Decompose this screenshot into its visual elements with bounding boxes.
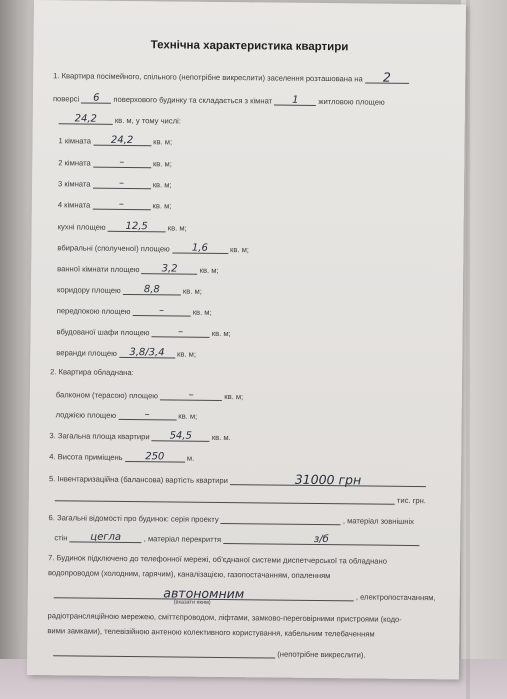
line-1: 1. Квартира посімейного, спільного (непотрібне викреслити) заселення розташована на 2: [53, 70, 409, 84]
walls-row: стін цегла , матеріал перекриття з/б: [54, 532, 419, 546]
veranda-row: веранди площею 3,8/3,4 кв. м;: [56, 347, 197, 359]
value-row-2: тис. грн.: [55, 491, 426, 505]
loggia-row: лоджією площею – кв. м;: [55, 409, 198, 421]
document-title: Технічна характеристика квартири: [150, 39, 349, 54]
hall-row: передпокою площею – кв. м;: [56, 305, 212, 317]
room-4-row: 4 кімната – кв. м;: [57, 198, 172, 211]
living-area-field: 24,2: [59, 114, 113, 125]
room-1-row: 1 кімната 24,2 кв. м;: [58, 134, 173, 147]
p7-line-5: (непотрібне викреслити).: [53, 646, 365, 659]
room-2-row: 2 кімната – кв. м;: [58, 156, 172, 169]
p7-line-4: вими замками), телевізійною антеною колективного користування, кабельним телебаченням: [47, 626, 375, 639]
line-2: поверсі 6 поверхового будинку та складається з кімнат 1 житловою площею: [52, 92, 385, 107]
floors-total-field: 6: [81, 94, 111, 104]
height-row: 4. Висота приміщень 250 м.: [49, 451, 195, 463]
rooms-count-field: 1: [274, 96, 316, 106]
document-page: [27, 0, 466, 679]
p7-line-1: 7. Будинок підключено до телефонної мережі, об'єднаної системи диспетчерської та обладнано: [48, 553, 388, 566]
equipped-heading: 2. Квартира обладнана:: [50, 367, 134, 378]
page-shadow: [466, 0, 470, 699]
total-area-row: 3. Загальна площа квартири 54,5 кв. м.: [49, 430, 231, 443]
floor-field: 2: [365, 73, 409, 83]
p7-line-2: водопроводом (холодним, гарячим), каналізацією, газопостачанням, опаленням: [47, 568, 331, 581]
value-row: 5. Інвентаризаційна (балансова) вартість квартири 31000 грн: [49, 473, 426, 487]
balcony-row: балконом (терасою) площею – кв. м;: [55, 389, 244, 402]
line-3: 24,2 кв. м, у тому числі:: [59, 114, 181, 125]
corridor-row: коридору площею 8,8 кв. м;: [56, 284, 202, 296]
closet-row: вбудованої шафи площею – кв. м;: [56, 326, 231, 339]
house-row: 6. Загальні відомості про будинок: серія проекту , матеріал зовнішніх: [48, 513, 415, 527]
room-3-row: 3 кімната – кв. м;: [58, 177, 172, 190]
heating-row: автономним (вказати яким) , електропостачанням,: [54, 588, 436, 602]
bathroom-row: ванної кімнати площею 3,2 кв. м;: [57, 263, 219, 275]
toilet-row: вбиральні (сполученої) площею 1,6 кв. м;: [57, 242, 249, 255]
p7-line-3: радіотрансляційною мережею, сміттєпроводом, ліфтами, замково-переговірними пристроями (кодо-: [47, 611, 402, 624]
kitchen-row: кухні площею 12,5 кв. м;: [57, 220, 187, 233]
